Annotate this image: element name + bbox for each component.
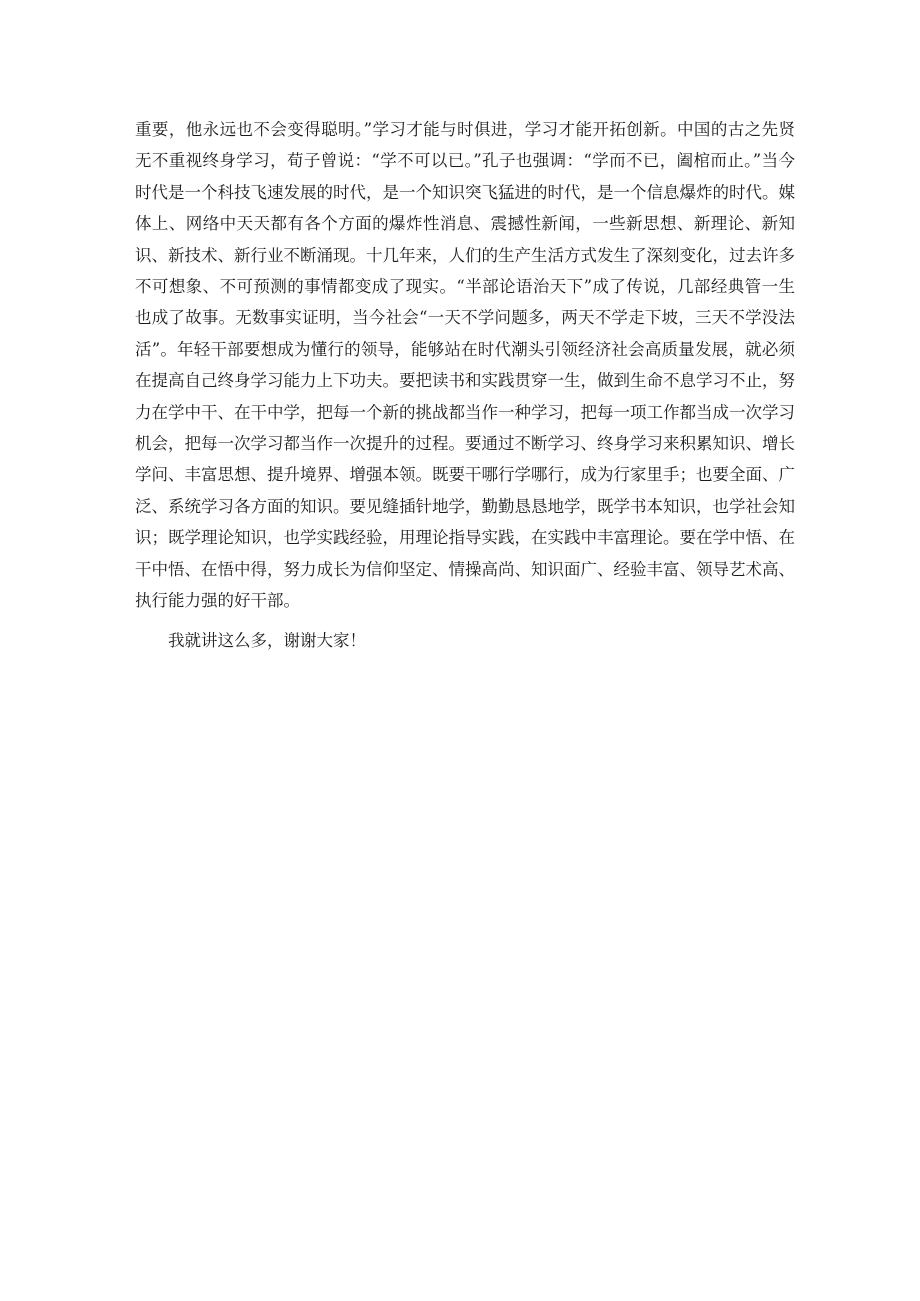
- document-body: [135, 114, 795, 656]
- closing-paragraph: 我就讲这么多，谢谢大家！: [168, 630, 366, 650]
- body-paragraph: 重要，他永远也不会变得聪明。”学习才能与时俱进，学习才能开拓创新。中国的古之先贤无不重视终身学习，荀子曾说：“学不可以已。”孔子也强调：“学而不已，阖棺而止。”当今时代是一个科技飞速发展的时代，是一个知识突飞猛进的时代，是一个信息爆炸的时代。媒体上、网络中天天都有各个方面的爆炸性消息、震撼性新闻，一些新思想、新理论、新知识、新技术、新行业不断涌现。十几年来，人们的生产生活方式发生了深刻变化，过去许多不可想象、不可预测的事情都变成了现实。“半部论语治天下”成了传说，几部经典管一生也成了故事。无数事实证明，当今社会“一天不学问题多，两天不学走下坡，三天不学没法活”。年轻干部要想成为懂行的领导，能够站在时代潮头引领经济社会高质量发展，就必须在提高自己终身学习能力上下功夫。要把读书和实践贯穿一生，做到生命不息学习不止，努力在学中干、在干中学，把每一个新的挑战都当作一种学习，把每一项工作都当成一次学习机会，把每一次学习都当作一次提升的过程。要通过不断学习、终身学习来积累知识、增长学问、丰富思想、提升境界、增强本领。既要干哪行学哪行，成为行家里手；也要全面、广泛、系统学习各方面的知识。要见缝插针地学，勤勤恳恳地学，既学书本知识，也学社会知识；既学理论知识，也学实践经验，用理论指导实践，在实践中丰富理论。要在学中悟、在干中悟、在悟中得，努力成长为信仰坚定、情操高尚、知识面广、经验丰富、领导艺术高、执行能力强的好干部。: [135, 120, 795, 611]
